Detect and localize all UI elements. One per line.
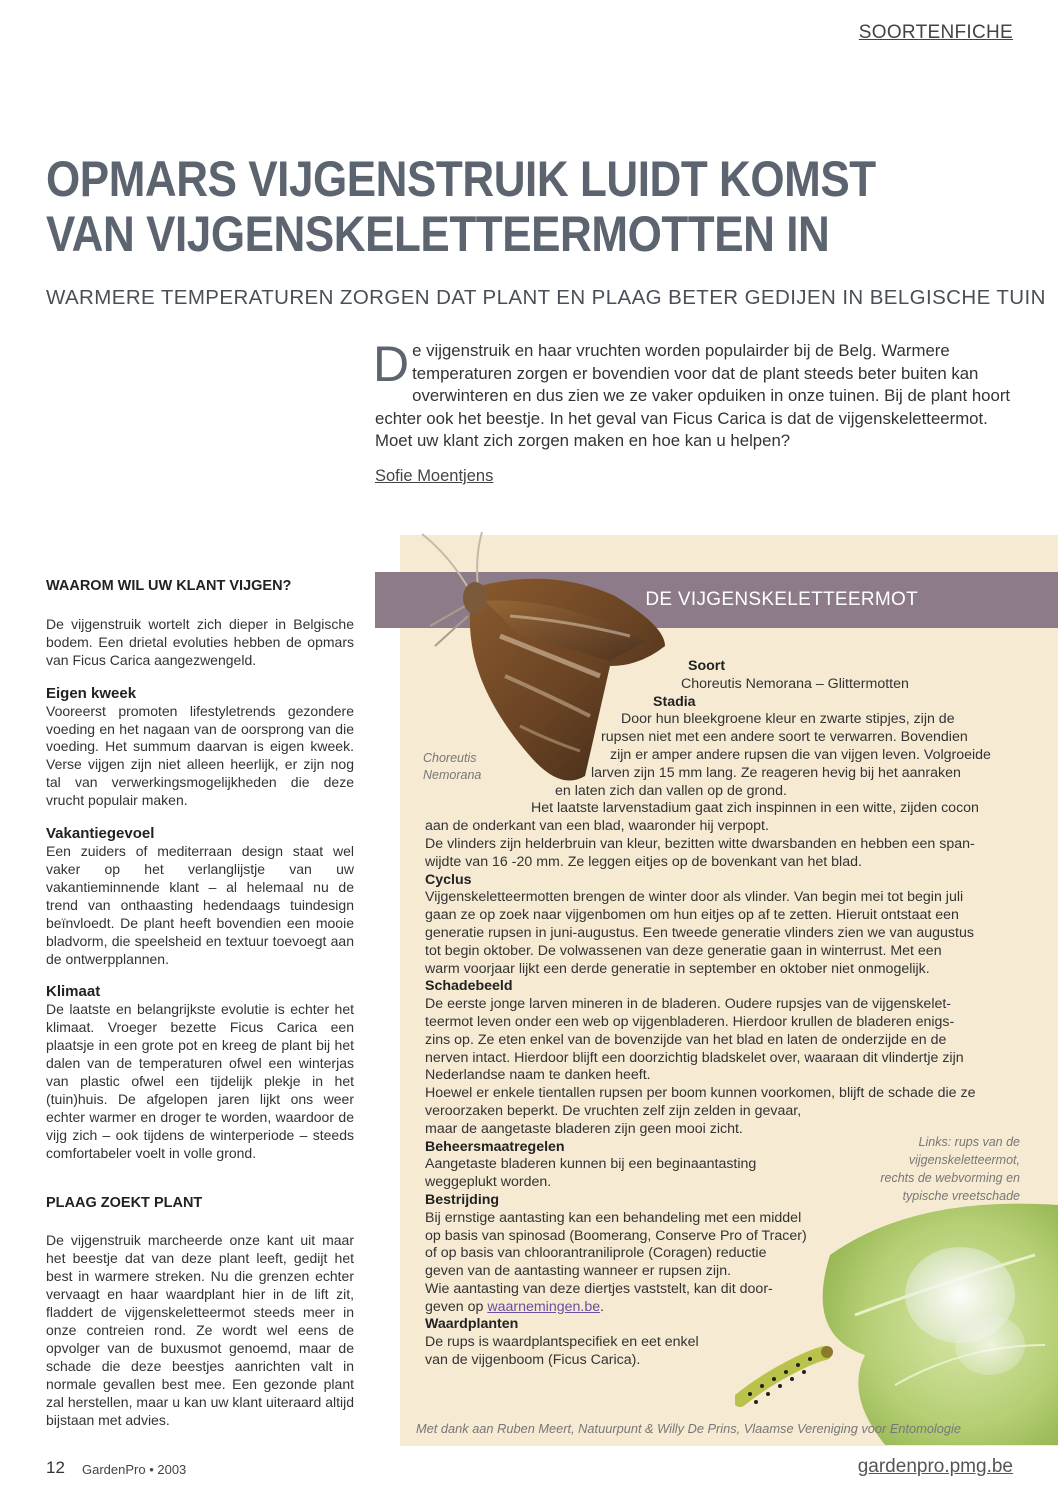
text-line: Bij ernstige aantasting kan een behandeling met een middel (425, 1209, 802, 1226)
intro-dropcap: D (373, 336, 410, 392)
text-line: Het laatste larvenstadium gaat zich inspinnen in een witte, zijden cocon (531, 800, 979, 817)
text-line: zijn er amper andere rupsen die van vijgen leven. Volgroeide (610, 746, 991, 763)
text-line: Hoewel er enkele tientallen rupsen per boom kunnen voorkomen, blijft de schade die ze (425, 1085, 976, 1102)
magazine-issue: GardenPro • 2003 (82, 1462, 187, 1477)
intro-line: overwinteren en dus zien we ze vaker opduiken in onze tuinen. Bij de plant hoort (412, 386, 1011, 405)
article-subheadline: WARMERE TEMPERATUREN ZORGEN DAT PLANT EN PLAAG BETER GEDIJEN IN BELGISCHE TUIN (46, 286, 1046, 309)
paragraph: De laatste en belangrijkste evolutie is echter het klimaat. Vroeger bezette Ficus Carica een plaatsje in een grote pot en kreeg de plant bij het dalen van de temperaturen ofwel een winterjas van plastic ofwel een tijdelijk plekje in het (tuin)huis. De afgelopen jaren lijkt ons weer echter warmer en droger te worden, waardoor de vijg zich – ook tijdens de winterperiode – steeds comfortabeler voelt in volle grond. (46, 1001, 354, 1161)
article-headline (46, 152, 1014, 262)
text-line: De eerste jonge larven mineren in de bladeren. Oudere rupsjes van de vijgenskelet- (425, 996, 952, 1013)
paragraph: De vijgenstruik wortelt zich dieper in Belgische bodem. Een drietal evoluties hebben de opmars van Ficus Carica aangezwengeld. (46, 615, 354, 668)
headline-line-2: VAN VIJGENSKELETTEERMOTTEN IN (46, 206, 830, 262)
link-prefix: geven op (425, 1298, 488, 1315)
caterpillar-leaf-photo (735, 1195, 1058, 1445)
label-bestrijding: Bestrijding (425, 1191, 500, 1208)
author-link[interactable]: Sofie Moentjens (375, 467, 494, 485)
caption-line: Nemorana (423, 768, 482, 782)
text-line: veroorzaken beperkt. De vruchten zelf zijn zelden in gevaar, (425, 1102, 802, 1119)
text-line: Nederlandse naam te danken heeft. (425, 1067, 651, 1084)
subheading-klimaat: Klimaat (46, 983, 101, 1001)
text-soort: Choreutis Nemorana – Glittermotten (681, 675, 909, 692)
label-soort: Soort (688, 658, 726, 674)
text-line: Vijgenskeletteermotten brengen de winter door als vlinder. Van begin mei tot begin juli (425, 889, 964, 906)
text-line: weggeplukt worden. (425, 1174, 552, 1191)
text-line: tot begin oktober. De volwassenen van deze generatie gaan in winterrust. Met een (425, 942, 942, 959)
text-line: generatie rupsen in juni-augustus. Een tweede generatie vlinders zien we van augustus (425, 924, 974, 941)
caption-line: typische vreetschade (902, 1189, 1020, 1203)
label-cyclus: Cyclus (425, 871, 472, 888)
section-heading-why-figs: WAAROM WIL UW KLANT VIJGEN? (46, 578, 292, 594)
intro-line: e vijgenstruik en haar vruchten worden populairder bij de Belg. Warmere (412, 341, 950, 360)
info-box-credit: Met dank aan Ruben Meert, Natuurpunt & Willy De Prins, Vlaamse Vereniging voor Entomologie (416, 1421, 961, 1436)
text-line: op basis van spinosad (Boomerang, Conserve Pro of Tracer) (425, 1227, 807, 1244)
text-line: teermot leven onder een web op vijgenbladeren. Hierdoor krullen de bladeren enigs- (425, 1013, 955, 1030)
text-line: geven van de aantasting wanneer er rupsen zijn. (425, 1263, 732, 1280)
text-line: De rups is waardplantspecifiek en eet enkel (425, 1334, 699, 1351)
label-waardplanten: Waardplanten (425, 1316, 519, 1333)
subheading-vakantiegevoel: Vakantiegevoel (46, 825, 155, 843)
text-line: nerven intact. Hierdoor blijft een doorzichtig bladskelet over, waaraan dit vlindertje zijn (425, 1049, 964, 1066)
waarnemingen-link[interactable]: waarnemingen.be (487, 1298, 601, 1315)
text-line: gaan ze op zoek naar vijgenbomen om hun eitjes op af te zetten. Hieruit ontstaat een (425, 907, 959, 924)
website-link[interactable]: gardenpro.pmg.be (857, 1456, 1013, 1477)
section-heading-plaag: PLAAG ZOEKT PLANT (46, 1194, 203, 1211)
text-line: aan de onderkant van een blad, waaronder hij verpopt. (425, 818, 769, 835)
headline-line-1: OPMARS VIJGENSTRUIK LUIDT KOMST (46, 151, 876, 207)
article-intro (373, 336, 1015, 453)
page-number: 12 (46, 1458, 65, 1477)
intro-line: echter ook het beestje. In het geval van Ficus Carica is dat de vijgenskeletteermot. (375, 408, 988, 428)
text-line: larven zijn 15 mm lang. Ze reageren hevig bij het aanraken (591, 764, 961, 781)
caption-line: Links: rups van de (918, 1135, 1020, 1149)
text-line: wijdte van 16 -20 mm. Ze leggen eitjes op de bovenkant van het blad. (425, 853, 862, 870)
text-line: van de vijgenboom (Ficus Carica). (425, 1352, 641, 1369)
paragraph: Een zuiders of mediterraan design staat wel vaker op het verlanglijstje van uw vakantieminnende klant – al helemaal nu de trend van onthaasting hedendaags tuindesign beïnvloedt. De plant heeft bovendien een mooie bladvorm, die speelsheid en textuur toevoegt aan de ontwerpplannen. (46, 843, 354, 967)
text-line: De vlinders zijn helderbruin van kleur, bezitten witte dwarsbanden en hebben een span- (425, 835, 975, 852)
left-column (46, 578, 354, 1443)
caption-line: Choreutis (423, 751, 477, 765)
text-line: maar de aangetaste bladeren zijn geen mooi zicht. (425, 1120, 743, 1137)
section-tag: SOORTENFICHE (858, 22, 1013, 43)
label-schadebeeld: Schadebeeld (425, 978, 513, 995)
text-line: Door hun bleekgroene kleur en zwarte stipjes, zijn de (621, 711, 955, 728)
text-line: rupsen niet met een andere soort te verwarren. Bovendien (601, 729, 968, 746)
label-beheersmaatregelen: Beheersmaatregelen (425, 1138, 565, 1155)
label-stadia: Stadia (653, 693, 696, 710)
link-suffix: . (600, 1298, 605, 1315)
paragraph: De vijgenstruik marcheerde onze kant uit maar het beestje dat van deze plant leeft, gedijt het best in warmere streken. Nu die grenzen echter vervaagt en haar waardplant hier in de lift zit, fladdert de vijgenskeletteermot steeds meer in onze contreien rond. Ze wordt wel eens de opvolger van de buxusmot genoemd, maar de schade die deze beestjes aanrichten valt in normale gevallen best mee. Een gezonde plant zal herstellen, maar u kan uw klant uiteraard altijd bijstaan met advies. (46, 1232, 354, 1428)
text-line: warm voorjaar lijkt een derde generatie in september en oktober niet onmogelijk. (425, 960, 930, 977)
text-line: zins op. Ze eten enkel van de bovenzijde van het blad en laten de onderzijde en de (425, 1031, 947, 1048)
intro-line: Moet uw klant zich zorgen maken en hoe kan u helpen? (375, 431, 791, 450)
text-line: en laten zich dan vallen op de grond. (555, 782, 787, 799)
paragraph: Vooreerst promoten lifestyletrends gezondere voeding en het nagaan van de oorsprong van die voeding. Het summum daarvan is eigen kweek. Verse vijgen zijn niet alleen heerlijk, er zijn nog tal van verwerkingsmogelijkheden die deze vrucht populair maken. (46, 702, 354, 809)
info-box-title: DE VIJGENSKELETTEERMOT (645, 589, 918, 610)
intro-line: temperaturen zorgen er bovendien voor dat de plant steeds beter buiten kan (412, 363, 979, 383)
subheading-eigen-kweek: Eigen kweek (46, 684, 137, 702)
text-line: of op basis van chloorantraniliprole (Coragen) reductie (425, 1245, 767, 1262)
text-line: Aangetaste bladeren kunnen bij een beginaantasting (425, 1156, 757, 1173)
text-line: Wie aantasting van deze diertjes vaststelt, kan dit door- (425, 1280, 773, 1297)
caption-line: rechts de webvorming en (880, 1171, 1020, 1185)
caption-line: vijgenskeletteermot, (908, 1153, 1020, 1167)
